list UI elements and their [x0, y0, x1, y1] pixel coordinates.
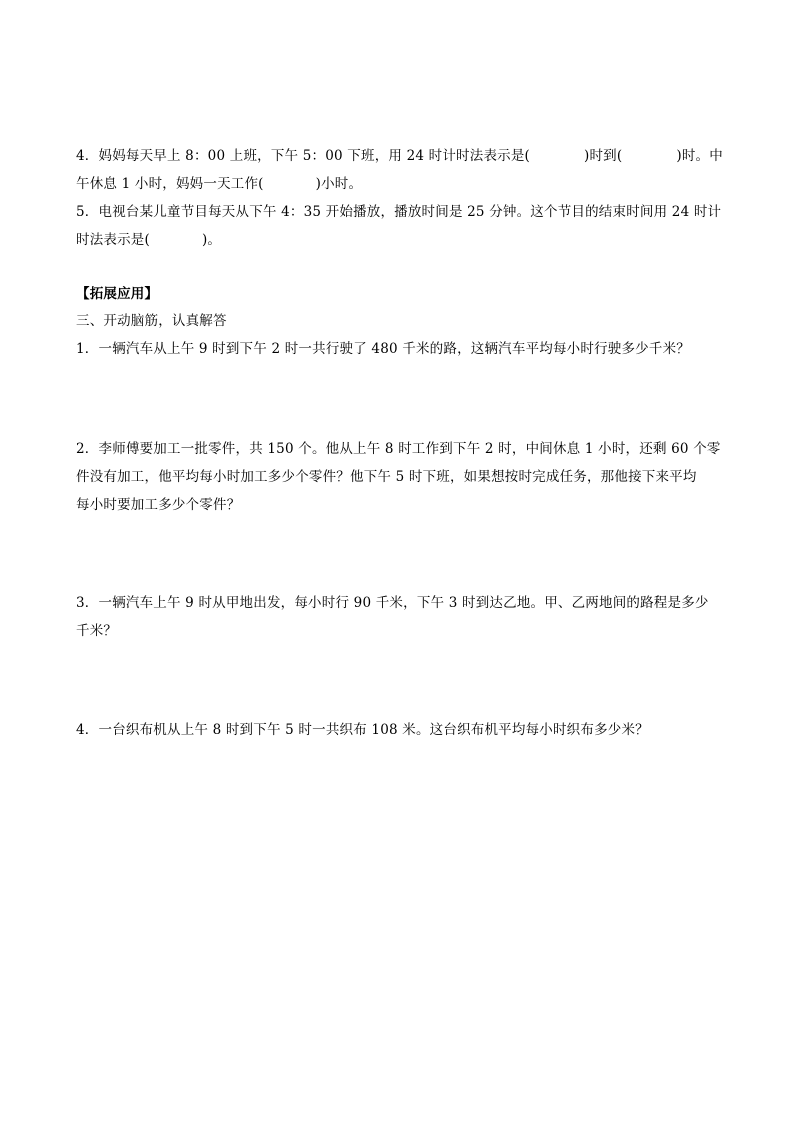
question-4-line-2 — [76, 174, 362, 194]
question-5-text-c: )。 — [201, 232, 222, 248]
question-4-text-c: )时。中 — [676, 148, 723, 164]
problem-4-line-1: 4．一台织布机从上午 8 时到下午 5 时一共织布 108 米。这台织布机平均每小时织布多少米？ — [76, 722, 649, 738]
question-5-line-1 — [76, 202, 721, 222]
problem-1-line-1: 1．一辆汽车从上午 9 时到下午 2 时一共行驶了 480 千米的路，这辆汽车平均每小时行驶多少千米？ — [76, 341, 690, 357]
question-4-text-b: )时到( — [584, 148, 623, 164]
question-4-text-a: 4．妈妈每天早上 8：00 上班，下午 5：00 下班，用 24 时计时法表示是( — [76, 148, 531, 164]
extension-heading: 【拓展应用】 — [76, 286, 159, 302]
question-5-text-b: 时法表示是( — [76, 232, 150, 248]
problem-3-line-2: 千米？ — [76, 623, 118, 639]
problem-2-line-1: 2．李师傅要加工一批零件，共 150 个。他从上午 8 时工作到下午 2 时，中间休息 1 小时，还剩 60 个零 — [76, 441, 721, 457]
problem-2-line-2: 件没有加工，他平均每小时加工多少个零件？他下午 5 时下班，如果想按时完成任务，那他接下来平均 — [76, 469, 697, 485]
question-5-text-a: 5．电视台某儿童节目每天从下午 4：35 开始播放，播放时间是 25 分钟。这个节目的结束时间用 24 时计 — [76, 204, 722, 220]
section-title: 三、开动脑筋，认真解答 — [76, 313, 227, 329]
question-5-line-2 — [76, 230, 221, 250]
question-4-text-d: 午休息 1 小时，妈妈一天工作( — [76, 176, 264, 192]
problem-3-line-1: 3．一辆汽车上午 9 时从甲地出发，每小时行 90 千米，下午 3 时到达乙地。甲、乙两地间的路程是多少 — [76, 595, 709, 611]
question-4-text-e: )小时。 — [315, 176, 363, 192]
question-4-line-1 — [76, 146, 723, 166]
problem-2-line-3: 每小时要加工多少个零件？ — [76, 497, 241, 513]
